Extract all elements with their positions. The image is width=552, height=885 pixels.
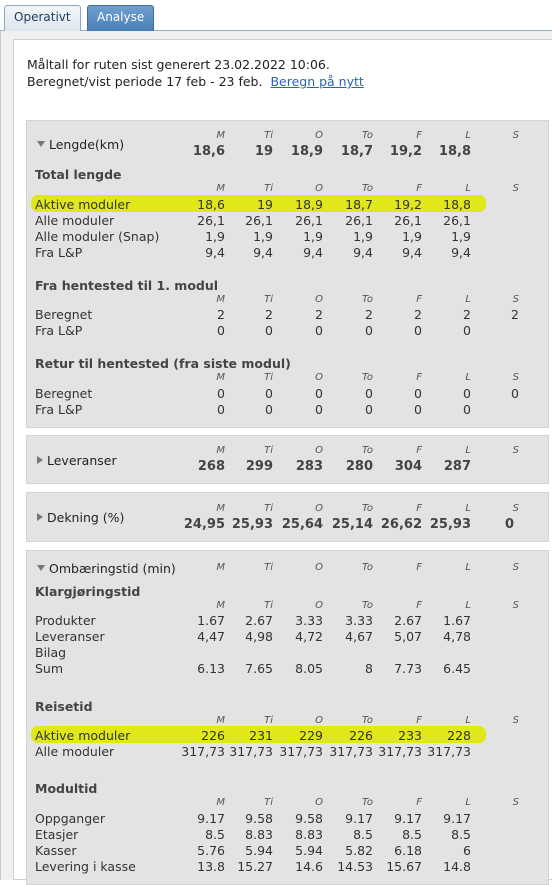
day-label-1: Ti (264, 445, 273, 456)
row-value: 2 (315, 307, 323, 322)
row-value: 14.53 (337, 859, 373, 874)
row-value: 0 (217, 323, 225, 338)
row-value: 4,67 (345, 629, 373, 644)
day-label-4: F (416, 715, 422, 726)
row-value: 15.67 (386, 859, 422, 874)
day-label-1: Ti (264, 130, 273, 141)
day-label-0: M (216, 503, 225, 514)
row-value: 229 (299, 728, 323, 743)
row-value: 1,9 (353, 229, 373, 244)
row-value: 8.05 (295, 661, 323, 676)
day-label-5: L (465, 372, 471, 383)
day-label-1: Ti (264, 294, 273, 305)
day-label-4: F (416, 797, 422, 808)
row-value: 9,4 (402, 245, 422, 260)
day-label-5: L (465, 715, 471, 726)
row-value: 9.17 (394, 811, 422, 826)
row-value: 2.67 (245, 613, 273, 628)
day-label-2: O (315, 562, 323, 573)
row-value: 0 (414, 323, 422, 338)
row-value: 8.5 (353, 827, 373, 842)
day-label-0: M (216, 445, 225, 456)
caret-right-icon (37, 456, 43, 464)
section-heading: Retur til hentested (fra siste modul) (35, 356, 291, 371)
recalc-link[interactable]: Beregn på nytt (270, 74, 364, 89)
row-label: Levering i kasse (35, 859, 136, 874)
total-value: 25,14 (331, 517, 373, 532)
content-area (13, 39, 552, 880)
row-label: Alle moduler (35, 744, 115, 759)
total-value: 19,2 (389, 144, 422, 159)
day-label-0: M (216, 600, 225, 611)
row-value: 226 (201, 728, 225, 743)
row-value: 0 (414, 386, 422, 401)
row-label: Alle moduler (35, 213, 115, 228)
tab-operativt[interactable]: Operativt (4, 5, 81, 31)
row-value: 9.58 (245, 811, 273, 826)
row-value: 9.17 (443, 811, 471, 826)
row-value: 2 (463, 307, 471, 322)
row-value: 0 (315, 402, 323, 417)
section-title: Lengde(km) (49, 137, 125, 152)
row-label: Leveranser (35, 629, 105, 644)
row-value: 9,4 (353, 245, 373, 260)
total-value: 283 (295, 459, 323, 474)
day-label-4: F (416, 130, 422, 141)
row-value: 18,6 (197, 197, 225, 212)
total-value: 25,93 (231, 517, 273, 532)
day-label-2: O (315, 130, 323, 141)
day-label-5: L (465, 130, 471, 141)
row-value: 7.65 (245, 661, 273, 676)
day-label-1: Ti (264, 797, 273, 808)
section-title: Dekning (%) (47, 510, 125, 525)
row-value: 0 (463, 323, 471, 338)
day-label-1: Ti (264, 372, 273, 383)
row-value: 13.8 (197, 859, 225, 874)
row-label: Beregnet (35, 386, 93, 401)
caret-down-icon (37, 565, 45, 571)
row-value: 1,9 (451, 229, 471, 244)
row-value: 1,9 (402, 229, 422, 244)
day-label-3: To (362, 294, 373, 305)
day-label-3: To (362, 715, 373, 726)
row-value: 317,73 (229, 744, 273, 759)
day-label-2: O (315, 503, 323, 514)
row-label: Aktive moduler (35, 197, 131, 212)
day-label-0: M (216, 183, 225, 194)
day-label-4: F (416, 183, 422, 194)
row-value: 0 (365, 386, 373, 401)
row-value: 6.13 (197, 661, 225, 676)
row-label: Oppganger (35, 811, 105, 826)
row-value: 5,07 (394, 629, 422, 644)
row-value: 5.82 (345, 843, 373, 858)
row-value: 9,4 (451, 245, 471, 260)
row-value: 6.18 (394, 843, 422, 858)
row-value: 8.5 (451, 827, 471, 842)
row-value: 9.17 (197, 811, 225, 826)
total-value: 287 (443, 459, 471, 474)
row-value: 2.67 (394, 613, 422, 628)
row-value: 4,78 (443, 629, 471, 644)
row-value: 26,1 (345, 213, 373, 228)
day-label-0: M (216, 294, 225, 305)
day-label-3: To (362, 183, 373, 194)
row-value: 9.17 (345, 811, 373, 826)
section-heading: Reisetid (35, 699, 93, 714)
row-value: 5.94 (295, 843, 323, 858)
day-label-6: S (512, 445, 519, 456)
row-value: 6.45 (443, 661, 471, 676)
row-value: 0 (265, 323, 273, 338)
row-value: 0 (265, 402, 273, 417)
row-value: 2 (365, 307, 373, 322)
row-value: 4,47 (197, 629, 225, 644)
dekning-section (26, 492, 549, 542)
row-value: 9.58 (295, 811, 323, 826)
day-label-5: L (465, 294, 471, 305)
row-value: 1,9 (205, 229, 225, 244)
row-value: 8 (365, 661, 373, 676)
day-label-3: To (362, 503, 373, 514)
day-label-6: S (512, 797, 519, 808)
day-label-3: To (362, 372, 373, 383)
day-label-4: F (416, 503, 422, 514)
day-label-6: S (512, 183, 519, 194)
leveranser-section (26, 435, 549, 484)
row-value: 4,72 (295, 629, 323, 644)
row-value: 0 (511, 386, 519, 401)
total-value: 18,8 (438, 144, 471, 159)
row-value: 0 (463, 386, 471, 401)
row-label: Fra L&P (35, 323, 83, 338)
row-value: 0 (315, 386, 323, 401)
row-value: 14.8 (443, 859, 471, 874)
day-label-2: O (315, 797, 323, 808)
section-heading: Klargjøringstid (35, 584, 141, 599)
section-title: Ombæringstid (min) (49, 561, 176, 576)
day-label-2: O (315, 372, 323, 383)
day-label-1: Ti (264, 600, 273, 611)
day-label-5: L (465, 562, 471, 573)
caret-down-icon (37, 141, 45, 147)
day-label-2: O (315, 600, 323, 611)
row-value: 1,9 (253, 229, 273, 244)
day-label-5: L (465, 445, 471, 456)
row-value: 8.83 (295, 827, 323, 842)
day-label-0: M (216, 562, 225, 573)
day-label-4: F (416, 600, 422, 611)
row-value: 26,1 (197, 213, 225, 228)
row-value: 18,9 (295, 197, 323, 212)
day-label-1: Ti (264, 183, 273, 194)
total-value: 26,62 (380, 517, 422, 532)
row-value: 26,1 (295, 213, 323, 228)
day-label-0: M (216, 715, 225, 726)
period-info (27, 74, 364, 89)
total-value: 24,95 (183, 517, 225, 532)
row-value: 5.76 (197, 843, 225, 858)
row-value: 0 (217, 386, 225, 401)
row-label: Aktive moduler (35, 728, 131, 743)
row-value: 2 (414, 307, 422, 322)
row-value: 2 (511, 307, 519, 322)
day-label-2: O (315, 294, 323, 305)
lengde-toggle[interactable] (37, 137, 124, 152)
day-label-6: S (512, 715, 519, 726)
section-heading: Total lengde (35, 167, 122, 182)
day-label-2: O (315, 715, 323, 726)
section-title: Leveranser (47, 453, 117, 468)
total-value: 299 (245, 459, 273, 474)
row-value: 233 (398, 728, 422, 743)
row-value: 19,2 (394, 197, 422, 212)
row-value: 26,1 (394, 213, 422, 228)
total-value: 19 (254, 144, 273, 159)
row-value: 3.33 (345, 613, 373, 628)
row-label: Fra L&P (35, 245, 83, 260)
day-label-4: F (416, 445, 422, 456)
total-value: 18,9 (290, 144, 323, 159)
row-value: 0 (365, 323, 373, 338)
row-label: Sum (35, 661, 64, 676)
row-value: 0 (463, 402, 471, 417)
row-value: 6 (463, 843, 471, 858)
day-label-5: L (465, 503, 471, 514)
section-heading: Fra hentested til 1. modul (35, 278, 219, 293)
day-label-0: M (216, 797, 225, 808)
row-value: 8.5 (402, 827, 422, 842)
day-label-2: O (315, 445, 323, 456)
day-label-1: Ti (264, 562, 273, 573)
day-label-6: S (512, 130, 519, 141)
row-value: 1.67 (443, 613, 471, 628)
ombaering-section (26, 550, 549, 885)
total-value: 25,93 (429, 517, 471, 532)
ombaering-toggle[interactable] (37, 561, 176, 576)
row-value: 19 (257, 197, 273, 212)
total-value: 18,7 (340, 144, 373, 159)
row-value: 317,73 (378, 744, 422, 759)
day-label-5: L (465, 600, 471, 611)
section-heading: Modultid (35, 781, 98, 796)
day-label-6: S (512, 372, 519, 383)
caret-right-icon (37, 513, 43, 521)
row-value: 3.33 (295, 613, 323, 628)
total-value: 0 (504, 517, 514, 532)
row-value: 0 (365, 402, 373, 417)
day-label-3: To (362, 562, 373, 573)
analyse-panel (0, 31, 552, 880)
row-value: 26,1 (245, 213, 273, 228)
row-label: Fra L&P (35, 402, 83, 417)
row-value: 317,73 (181, 744, 225, 759)
dekning-toggle[interactable] (37, 510, 124, 525)
row-label: Produkter (35, 613, 96, 628)
row-value: 4,98 (245, 629, 273, 644)
day-label-3: To (362, 797, 373, 808)
row-label: Bilag (35, 645, 67, 660)
row-value: 0 (217, 402, 225, 417)
row-label: Kasser (35, 843, 77, 858)
day-label-4: F (416, 294, 422, 305)
total-value: 304 (394, 459, 422, 474)
row-value: 317,73 (427, 744, 471, 759)
row-value: 0 (265, 386, 273, 401)
row-value: 8.83 (245, 827, 273, 842)
day-label-6: S (512, 294, 519, 305)
day-label-5: L (465, 797, 471, 808)
row-value: 5.94 (245, 843, 273, 858)
row-value: 317,73 (329, 744, 373, 759)
row-value: 26,1 (443, 213, 471, 228)
row-value: 317,73 (279, 744, 323, 759)
row-label: Etasjer (35, 827, 79, 842)
row-value: 1.67 (197, 613, 225, 628)
row-value: 2 (265, 307, 273, 322)
day-label-1: Ti (264, 503, 273, 514)
row-value: 9,4 (303, 245, 323, 260)
day-label-0: M (216, 372, 225, 383)
row-label: Alle moduler (Snap) (35, 229, 160, 244)
row-label: Beregnet (35, 307, 93, 322)
day-label-4: F (416, 562, 422, 573)
row-value: 7.73 (394, 661, 422, 676)
total-value: 18,6 (192, 144, 225, 159)
row-value: 0 (315, 323, 323, 338)
day-label-3: To (362, 445, 373, 456)
day-label-6: S (512, 600, 519, 611)
row-value: 226 (349, 728, 373, 743)
day-label-5: L (465, 183, 471, 194)
row-value: 14.6 (295, 859, 323, 874)
row-value: 1,9 (303, 229, 323, 244)
row-value: 228 (447, 728, 471, 743)
total-value: 268 (197, 459, 225, 474)
row-value: 15.27 (237, 859, 273, 874)
day-label-0: M (216, 130, 225, 141)
row-value: 9,4 (253, 245, 273, 260)
day-label-4: F (416, 372, 422, 383)
period-text: Beregnet/vist periode 17 feb - 23 feb. (27, 74, 263, 89)
row-value: 18,7 (345, 197, 373, 212)
lengde-section (26, 120, 549, 428)
row-value: 231 (249, 728, 273, 743)
row-value: 0 (414, 402, 422, 417)
generated-info: Måltall for ruten sist generert 23.02.2022 10:06. (27, 57, 330, 72)
day-label-2: O (315, 183, 323, 194)
day-label-3: To (362, 130, 373, 141)
row-value: 8.5 (205, 827, 225, 842)
day-label-6: S (512, 562, 519, 573)
total-value: 25,64 (281, 517, 323, 532)
total-value: 280 (345, 459, 373, 474)
row-value: 2 (217, 307, 225, 322)
row-value: 9,4 (205, 245, 225, 260)
tab-bar (0, 0, 552, 31)
tab-analyse[interactable]: Analyse (87, 5, 154, 31)
leveranser-toggle[interactable] (37, 453, 117, 468)
day-label-6: S (512, 503, 519, 514)
day-label-1: Ti (264, 715, 273, 726)
row-value: 18,8 (443, 197, 471, 212)
day-label-3: To (362, 600, 373, 611)
